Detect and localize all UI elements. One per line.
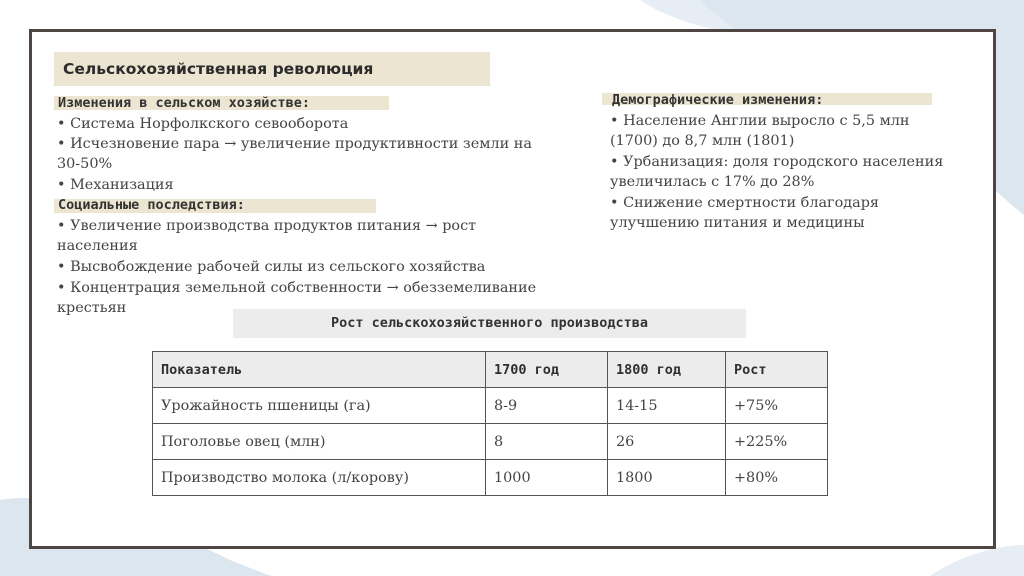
column-header: 1700 год [486,352,608,388]
column-header: 1800 год [608,352,726,388]
demographic-line-4: увеличилась с 17% до 28% [610,174,815,190]
slide-title: Сельскохозяйственная революция [63,60,374,78]
table-cell: Урожайность пшеницы (га) [153,388,486,424]
table-cell: 8-9 [486,388,608,424]
social-line-1: • Увеличение производства продуктов питания → рост [57,218,477,234]
social-line-3: • Высвобождение рабочей силы из сельского хозяйства [57,259,486,275]
production-table [152,351,828,496]
table-cell: 26 [608,424,726,460]
demographic-heading: Демографические изменения: [612,92,824,108]
demographic-line-2: (1700) до 8,7 млн (1801) [610,133,795,149]
agriculture-heading: Изменения в сельском хозяйстве: [58,95,310,111]
column-header: Рост [726,352,828,388]
table-cell: 1000 [486,460,608,496]
demographic-line-3: • Урбанизация: доля городского населения [610,154,944,170]
table-row [153,460,828,496]
social-line-5: крестьян [57,300,127,316]
table-row [153,388,828,424]
agriculture-line-2: • Исчезновение пара → увеличение продуктивности земли на [57,136,532,152]
table-cell: +225% [726,424,828,460]
demographic-line-6: улучшению питания и медицины [610,215,865,231]
table-cell: 8 [486,424,608,460]
demographic-line-5: • Снижение смертности благодаря [610,195,879,211]
table-cell: 1800 [608,460,726,496]
social-line-4: • Концентрация земельной собственности → обезземеливание [57,280,537,296]
social-line-2: населения [57,238,138,254]
table-cell: 14-15 [608,388,726,424]
content-frame [29,29,996,549]
table-row [153,424,828,460]
column-header: Показатель [153,352,486,388]
demographic-line-1: • Население Англии выросло с 5,5 млн [610,113,910,129]
table-cell: Производство молока (л/корову) [153,460,486,496]
table-cell: +80% [726,460,828,496]
table-cell: Поголовье овец (млн) [153,424,486,460]
bottom-right-blob [930,545,1024,576]
agriculture-line-4: • Механизация [57,177,174,193]
table-header-row [153,352,828,388]
table-cell: +75% [726,388,828,424]
agriculture-line-3: 30-50% [57,156,113,172]
social-heading: Социальные последствия: [58,197,245,213]
table-title: Рост сельскохозяйственного производства [331,315,648,331]
agriculture-line-1: • Система Норфолкского севооборота [57,116,349,132]
